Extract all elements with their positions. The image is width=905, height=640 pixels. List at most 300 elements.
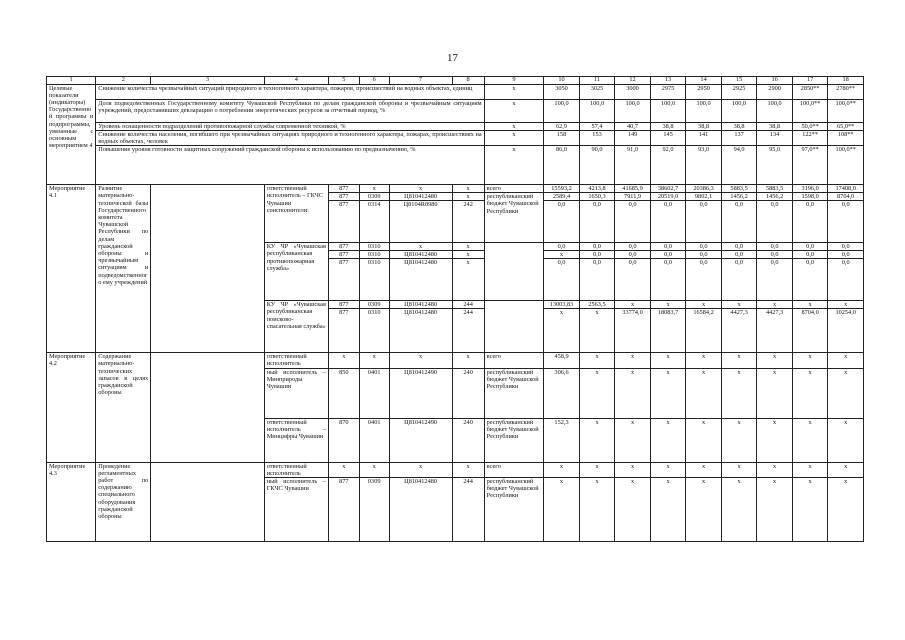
- vr-code: 240: [452, 418, 484, 462]
- value-line: 20519,0: [651, 193, 686, 201]
- indicator-value: 137: [721, 130, 757, 145]
- indicator-value: 2900: [757, 84, 793, 99]
- measure-label: Мероприятие 4.3: [47, 462, 96, 541]
- value-line: 0,0: [557, 201, 566, 209]
- indicator-value: 38,8: [757, 122, 793, 130]
- value-cell: х: [792, 462, 828, 477]
- measure-name: Развитие материально-технической базы Государственного комитета Чувашской Республики по делам гражданской обороны и чрезвычайным ситуациям и подведомственного ему учреждений: [96, 185, 151, 353]
- code-cell: [452, 301, 484, 353]
- column-header: 10: [544, 77, 580, 85]
- indicator-value: 2850**: [792, 84, 828, 99]
- value-cell: х: [757, 462, 793, 477]
- value-line: 0,0: [793, 251, 828, 259]
- value-line: 4213,8: [580, 185, 615, 193]
- code-cell: [452, 185, 484, 243]
- value-line: 0,0: [651, 251, 686, 259]
- value-cell: [828, 185, 864, 243]
- ministry-code: 870: [328, 418, 359, 462]
- value-cell: х: [579, 478, 615, 542]
- column-header: 9: [484, 77, 544, 85]
- indicator-value: 100,0: [544, 99, 580, 122]
- value-line: 0,0: [757, 251, 792, 259]
- column-header: 15: [721, 77, 757, 85]
- indicator-value: 62,9: [544, 122, 580, 130]
- indicator-text: Снижение количества чрезвычайных ситуаций природного и техногенного характера, пожаров, происшествий на водных объектах, единиц: [96, 84, 484, 99]
- code-line: Ц810412480: [390, 301, 452, 309]
- indicator-value: 100,0: [757, 99, 793, 122]
- vr-code: х: [452, 353, 484, 368]
- value-line: 0,0: [841, 201, 850, 209]
- indicator-value: 50,0**: [792, 122, 828, 130]
- code-cell: [359, 301, 389, 353]
- section-code: 0309: [359, 478, 389, 542]
- value-line: 0,0: [615, 243, 650, 251]
- code-line: Ц8104R0980: [403, 201, 438, 209]
- indicator-value: 40,7: [615, 122, 651, 130]
- code-line: 0309: [360, 193, 389, 201]
- indicator-value: 122**: [792, 130, 828, 145]
- value-line: 0,0: [651, 243, 686, 251]
- indicator-value: 65,0**: [828, 122, 864, 130]
- value-line: 0,0: [722, 251, 757, 259]
- empty-cell: [151, 462, 264, 541]
- measure-label: Мероприятие 4.2: [47, 353, 96, 462]
- value-line: 4427,3: [765, 309, 784, 317]
- value-line: 0,0: [686, 251, 721, 259]
- indicator-value: 38,8: [686, 122, 722, 130]
- code-cell: [328, 185, 359, 243]
- indicator-unit: х: [484, 84, 544, 99]
- section-code: х: [359, 353, 389, 368]
- column-header: 1: [47, 77, 96, 85]
- value-line: 9802,1: [686, 193, 721, 201]
- value-cell: х: [686, 353, 722, 368]
- value-cell: х: [615, 478, 651, 542]
- source-cell: [484, 243, 544, 301]
- column-header: 7: [389, 77, 452, 85]
- code-line: 244: [463, 309, 473, 317]
- responsible-text: ответственный исполнитель – Минцифры Чувашии: [264, 418, 328, 462]
- value-cell: [544, 301, 580, 353]
- ministry-code: 850: [328, 368, 359, 418]
- value-cell: [650, 301, 686, 353]
- value-line: х: [615, 301, 650, 309]
- source-cell: [484, 185, 544, 243]
- value-line: 0,0: [557, 259, 566, 267]
- table-row: [47, 122, 864, 130]
- indicator-value: 100,0: [686, 99, 722, 122]
- value-cell: [686, 185, 722, 243]
- value-line: 1650,3: [580, 193, 615, 201]
- value-cell: [615, 185, 651, 243]
- value-line: 1456,2: [722, 193, 757, 201]
- value-cell: х: [721, 418, 757, 462]
- value-cell: х: [828, 353, 864, 368]
- value-cell: х: [686, 462, 722, 477]
- value-line: 10254,0: [835, 309, 856, 317]
- responsible-text: ный исполнитель – Минприроды Чувашии: [264, 368, 328, 418]
- indicator-unit: х: [484, 146, 544, 185]
- value-cell: х: [721, 478, 757, 542]
- measure-name: Проведение регламентных работ по содержанию специального оборудования гражданской обороны: [96, 462, 151, 541]
- indicator-value: 2780**: [828, 84, 864, 99]
- value-cell: х: [650, 418, 686, 462]
- code-cell: [359, 185, 389, 243]
- program-table: [46, 76, 864, 542]
- section-code: 0401: [359, 368, 389, 418]
- value-line: 0,0: [686, 243, 721, 251]
- code-line: 0310: [367, 259, 381, 267]
- source-text: республиканский бюджет Чувашской Республики: [484, 418, 544, 462]
- value-line: 20386,3: [686, 185, 721, 193]
- value-cell: [615, 243, 651, 301]
- value-cell: [828, 301, 864, 353]
- value-line: 2563,5: [580, 301, 615, 309]
- csr-code: х: [389, 462, 452, 477]
- code-line: х: [453, 193, 484, 201]
- code-line: х: [466, 259, 470, 267]
- indicator-value: 134: [757, 130, 793, 145]
- csr-code: Ц810412490: [389, 418, 452, 462]
- value-cell: х: [828, 462, 864, 477]
- value-cell: х: [828, 418, 864, 462]
- column-header: 3: [151, 77, 264, 85]
- column-header: 14: [686, 77, 722, 85]
- value-line: 0,0: [806, 259, 815, 267]
- column-header: 13: [650, 77, 686, 85]
- column-header: 11: [579, 77, 615, 85]
- column-header: 5: [328, 77, 359, 85]
- value-line: 0,0: [757, 243, 792, 251]
- value-cell: [792, 185, 828, 243]
- responsible-cell: [264, 185, 328, 243]
- responsible-text: ответственный исполнитель: [264, 353, 328, 368]
- indicator-text: Уровень оснащенности подразделений противопожарной службы современной техникой, %: [96, 122, 484, 130]
- indicator-value: 92,0: [650, 146, 686, 185]
- value-cell: 306,6: [544, 368, 580, 418]
- value-cell: [686, 243, 722, 301]
- code-cell: [452, 243, 484, 301]
- value-cell: х: [544, 478, 580, 542]
- indicator-value: 38,8: [721, 122, 757, 130]
- value-cell: х: [686, 418, 722, 462]
- value-cell: х: [721, 368, 757, 418]
- indicator-unit: х: [484, 99, 544, 122]
- value-line: 0,0: [770, 259, 779, 267]
- value-line: 41685,9: [615, 185, 650, 193]
- indicator-text: Повышение уровня готовности защитных сооружений гражданской обороны к использованию по предназначению, %: [96, 146, 484, 185]
- section-code: х: [359, 462, 389, 477]
- value-cell: х: [792, 368, 828, 418]
- value-cell: х: [650, 478, 686, 542]
- value-line: 0,0: [580, 243, 615, 251]
- indicator-value: 86,0: [544, 146, 580, 185]
- code-cell: [389, 243, 452, 301]
- value-line: 0,0: [722, 243, 757, 251]
- indicator-value: 97,0**: [792, 146, 828, 185]
- source-text: всего: [484, 462, 544, 477]
- value-line: х: [828, 301, 863, 309]
- indicator-value: 100,0**: [828, 99, 864, 122]
- source-text: республиканский бюджет Чувашской Республики: [486, 193, 539, 215]
- value-line: 16584,2: [693, 309, 714, 317]
- code-line: 0314: [367, 201, 381, 209]
- value-cell: х: [579, 368, 615, 418]
- code-line: 0310: [360, 251, 389, 259]
- code-cell: [328, 301, 359, 353]
- responsible-text: соисполнители:: [266, 206, 309, 214]
- code-cell: [389, 185, 452, 243]
- value-cell: х: [721, 353, 757, 368]
- empty-cell: [151, 185, 264, 353]
- value-line: 38602,7: [651, 185, 686, 193]
- indicator-value: 100,0**: [792, 99, 828, 122]
- table-row: [47, 185, 864, 243]
- value-line: 5883,5: [757, 185, 792, 193]
- value-line: 0,0: [664, 201, 672, 209]
- value-cell: [544, 185, 580, 243]
- source-cell: [484, 301, 544, 353]
- responsible-text: ный исполнитель – ГКЧС Чувашии: [264, 478, 328, 542]
- column-header: 18: [828, 77, 864, 85]
- value-line: 4427,3: [730, 309, 748, 317]
- value-line: 18083,7: [657, 309, 679, 317]
- code-line: 0309: [360, 301, 389, 309]
- code-line: 0310: [367, 309, 381, 317]
- indicator-value: 100,0: [579, 99, 615, 122]
- responsible-text: ответственный исполнитель – ГКЧС Чувашии: [266, 185, 324, 207]
- indicator-value: 145: [650, 130, 686, 145]
- value-line: 33774,0: [622, 309, 643, 317]
- indicator-value: 149: [615, 130, 651, 145]
- value-cell: [544, 243, 580, 301]
- value-cell: [721, 243, 757, 301]
- value-cell: х: [650, 353, 686, 368]
- code-line: 242: [463, 201, 473, 209]
- code-cell: [359, 243, 389, 301]
- code-line: 877: [329, 301, 359, 309]
- source-text: всего: [484, 353, 544, 368]
- value-cell: х: [686, 478, 722, 542]
- column-header: 4: [264, 77, 328, 85]
- indicator-value: 100,0**: [828, 146, 864, 185]
- value-cell: [757, 301, 793, 353]
- value-cell: х: [828, 478, 864, 542]
- value-cell: [615, 301, 651, 353]
- value-line: 0,0: [841, 259, 850, 267]
- value-line: 8704,0: [828, 193, 863, 201]
- value-line: 7911,9: [615, 193, 650, 201]
- value-line: 0,0: [828, 243, 863, 251]
- value-cell: [579, 301, 615, 353]
- code-line: х: [453, 185, 484, 193]
- measure-name: Содержание материально-технических запасов в целях гражданской обороны: [96, 353, 151, 462]
- value-line: 0,0: [593, 201, 601, 209]
- code-line: 877: [329, 185, 359, 193]
- code-cell: [328, 243, 359, 301]
- value-cell: х: [757, 368, 793, 418]
- ministry-code: 877: [328, 478, 359, 542]
- indicator-value: 100,0: [721, 99, 757, 122]
- value-line: 0,0: [699, 259, 708, 267]
- value-line: 0,0: [593, 259, 601, 267]
- indicator-value: 94,0: [721, 146, 757, 185]
- value-line: 15593,2: [544, 185, 579, 193]
- value-cell: х: [828, 368, 864, 418]
- code-line: 877: [329, 193, 359, 201]
- value-cell: х: [615, 353, 651, 368]
- value-cell: х: [757, 353, 793, 368]
- column-header: 17: [792, 77, 828, 85]
- value-line: х: [722, 301, 757, 309]
- value-cell: х: [579, 353, 615, 368]
- value-line: 0,0: [793, 243, 828, 251]
- code-line: х: [390, 243, 452, 251]
- indicator-value: 3050: [544, 84, 580, 99]
- table-row: [47, 462, 864, 477]
- value-line: 8704,0: [801, 309, 819, 317]
- responsible-text: ответственный исполнитель: [264, 462, 328, 477]
- value-cell: х: [721, 462, 757, 477]
- code-cell: [389, 301, 452, 353]
- column-header: 2: [96, 77, 151, 85]
- source-text: республиканский бюджет Чувашской Республики: [484, 478, 544, 542]
- source-text: республиканский бюджет Чувашской Республики: [484, 368, 544, 418]
- value-line: 0,0: [699, 201, 708, 209]
- value-line: х: [544, 251, 579, 259]
- value-cell: [792, 243, 828, 301]
- table-row: [47, 130, 864, 145]
- value-line: х: [651, 301, 686, 309]
- value-line: 0,0: [664, 259, 672, 267]
- table-row: [47, 84, 864, 99]
- value-line: 3196,0: [793, 185, 828, 193]
- value-line: 1456,2: [757, 193, 792, 201]
- empty-cell: [151, 353, 264, 462]
- indicator-value: 2975: [650, 84, 686, 99]
- ministry-code: х: [328, 462, 359, 477]
- code-line: х: [390, 185, 452, 193]
- value-cell: 458,9: [544, 353, 580, 368]
- indicator-value: 90,0: [579, 146, 615, 185]
- csr-code: х: [389, 353, 452, 368]
- table-row: [47, 99, 864, 122]
- value-cell: х: [757, 478, 793, 542]
- code-line: х: [453, 251, 484, 259]
- indicator-text: Снижение количества населения, погибшего при чрезвычайных ситуациях природного и техногенного характера, пожарах, происшествиях на водных объектах, человек: [96, 130, 484, 145]
- csr-code: Ц810412490: [389, 368, 452, 418]
- value-cell: [579, 243, 615, 301]
- vr-code: х: [452, 462, 484, 477]
- indicator-text: Доля подведомственных Государственному комитету Чувашской Республики по делам гражданской обороны и чрезвычайным ситуациям учреждений, предоставивших декларацию о потреблении энергетических ресурсов за отчетный период, %: [96, 99, 484, 122]
- measure-label: Мероприятие 4.1: [47, 185, 96, 353]
- column-header: 12: [615, 77, 651, 85]
- vr-code: 240: [452, 368, 484, 418]
- code-line: 877: [339, 259, 349, 267]
- value-line: х: [595, 309, 599, 317]
- value-line: 1598,0: [793, 193, 828, 201]
- value-cell: х: [792, 478, 828, 542]
- value-cell: [650, 243, 686, 301]
- value-cell: [650, 185, 686, 243]
- code-line: 0310: [360, 243, 389, 251]
- value-cell: [757, 185, 793, 243]
- value-cell: [757, 243, 793, 301]
- code-line: 877: [329, 251, 359, 259]
- code-line: 877: [339, 201, 349, 209]
- value-line: 0,0: [615, 251, 650, 259]
- value-cell: х: [579, 462, 615, 477]
- section-code: 0401: [359, 418, 389, 462]
- value-line: 5883,5: [722, 185, 757, 193]
- column-header: 8: [452, 77, 484, 85]
- code-line: Ц810412480: [390, 193, 452, 201]
- value-line: 0,0: [544, 243, 579, 251]
- value-cell: [828, 243, 864, 301]
- value-cell: х: [544, 462, 580, 477]
- value-cell: [721, 301, 757, 353]
- value-cell: [579, 185, 615, 243]
- code-line: Ц810412480: [404, 309, 438, 317]
- value-line: 0,0: [735, 259, 744, 267]
- value-cell: х: [757, 418, 793, 462]
- indicator-value: 95,0: [757, 146, 793, 185]
- value-cell: х: [579, 418, 615, 462]
- page-number: 17: [447, 52, 458, 64]
- source-text: всего: [485, 185, 544, 193]
- value-cell: 152,3: [544, 418, 580, 462]
- indicator-group-label: Целевые показатели (индикаторы) Государственной программы и подпрограммы, увязанные с основным мероприятием 4: [47, 84, 96, 185]
- value-cell: х: [615, 462, 651, 477]
- code-line: Ц810412480: [404, 259, 438, 267]
- column-header: 16: [757, 77, 793, 85]
- column-header: 6: [359, 77, 389, 85]
- indicator-value: 158: [544, 130, 580, 145]
- value-line: 13003,83: [544, 301, 579, 309]
- value-line: 0,0: [735, 201, 744, 209]
- indicator-value: 100,0: [650, 99, 686, 122]
- value-line: 0,0: [806, 201, 815, 209]
- code-line: 877: [329, 243, 359, 251]
- value-cell: [792, 301, 828, 353]
- responsible-text: КУ ЧР «Чувашская республиканская противопожарная служба»: [264, 243, 328, 301]
- value-line: 0,0: [770, 201, 779, 209]
- indicator-value: 100,0: [615, 99, 651, 122]
- indicator-value: 2950: [686, 84, 722, 99]
- code-line: х: [360, 185, 389, 193]
- responsible-text: КУ ЧР «Чувашская республиканская поисково-спасательная служба»: [264, 301, 328, 353]
- code-line: 877: [339, 309, 349, 317]
- value-cell: [721, 185, 757, 243]
- vr-code: 244: [452, 478, 484, 542]
- indicator-unit: х: [484, 130, 544, 145]
- value-line: 2589,4: [544, 193, 579, 201]
- value-cell: [686, 301, 722, 353]
- indicator-value: 108**: [828, 130, 864, 145]
- indicator-value: 153: [579, 130, 615, 145]
- code-line: 244: [453, 301, 484, 309]
- value-line: 17408,0: [828, 185, 863, 193]
- csr-code: Ц810412480: [389, 478, 452, 542]
- value-line: х: [686, 301, 721, 309]
- value-line: х: [793, 301, 828, 309]
- indicator-value: 3000: [615, 84, 651, 99]
- indicator-value: 3025: [579, 84, 615, 99]
- table-row: [47, 77, 864, 85]
- value-cell: х: [686, 368, 722, 418]
- indicator-value: 38,8: [650, 122, 686, 130]
- value-line: х: [757, 301, 792, 309]
